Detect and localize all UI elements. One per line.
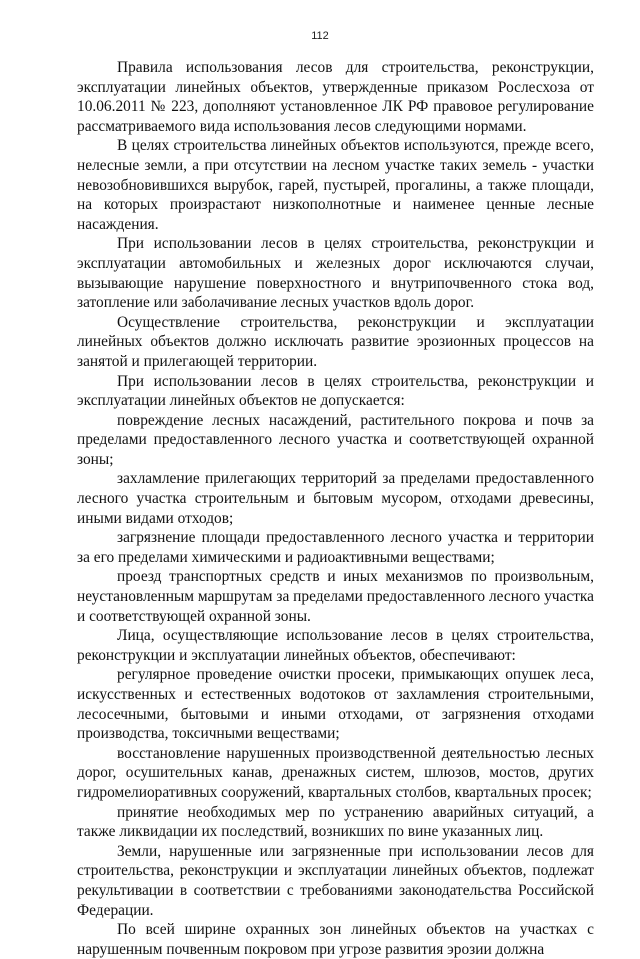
list-item: восстановление нарушенных производственной деятельностью лесных дорог, осушительных канав, дренажных систем, шлюзов, мостов, других гидромелиоративных сооружений, квартальных столбов, квартальных просек; [77,744,594,801]
document-body [77,58,594,959]
paragraph: Осуществление строительства, реконструкции и эксплуатации линейных объектов должно исключать развитие эрозионных процессов на занятой и прилегающей территории. [77,313,594,370]
paragraph: По всей ширине охранных зон линейных объектов на участках с нарушенным почвенным покровом при угрозе развития эрозии должна [77,921,594,958]
paragraph: Правила использования лесов для строительства, реконструкции, эксплуатации линейных объектов, утвержденные приказом Рослесхоза от 10.06.2011 № 223, дополняют установленное ЛК РФ правовое регулирование рассматриваемого вида использования лесов следующими нормами. [77,59,594,135]
list-item: регулярное проведение очистки просеки, примыкающих опушек леса, искусственных и естественных водотоков от захламления строительными, лесосечными, бытовыми и иными отходами, от загрязнения отходами производства, токсичными веществами; [77,666,594,743]
list-item: захламление прилегающих территорий за пределами предоставленного лесного участка строительным и бытовым мусором, отходами древесины, иными видами отходов; [77,470,594,527]
list-item: загрязнение площади предоставленного лесного участка и территории за его пределами химическими и радиоактивными веществами; [77,529,594,566]
paragraph: Лица, осуществляющие использование лесов в целях строительства, реконструкции и эксплуатации линейных объектов, обеспечивают: [77,627,594,664]
paragraph: При использовании лесов в целях строительства, реконструкции и эксплуатации линейных объектов не допускается: [77,372,594,410]
page-number: 112 [311,30,329,42]
list-item: повреждение лесных насаждений, растительного покрова и почв за пределами предоставленного лесного участка и соответствующей охранной зоны; [77,411,594,468]
paragraph: При использовании лесов в целях строительства, реконструкции и эксплуатации автомобильных и железных дорог исключаются случаи, вызывающие нарушение поверхностного и внутрипочвенного стока вод, затопление или заболачивание лесных участков вдоль дорог. [77,235,594,312]
paragraph: Земли, нарушенные или загрязненные при использовании лесов для строительства, реконструкции и эксплуатации линейных объектов, подлежат рекультивации в соответствии с требованиями законодательства Российской Федерации. [77,842,594,919]
list-item: принятие необходимых мер по устранению аварийных ситуаций, а также ликвидации их последствий, возникших по вине указанных лиц. [77,803,594,841]
list-item: проезд транспортных средств и иных механизмов по произвольным, неустановленным маршрутам за пределами предоставленного лесного участка и соответствующей охранной зоны. [77,568,594,625]
paragraph: В целях строительства линейных объектов используются, прежде всего, нелесные земли, а при отсутствии на лесном участке таких земель - участки невозобновившихся вырубок, гарей, пустырей, прогалины, а также площади, на которых произрастают низкополнотные и наименее ценные лесные насаждения. [77,137,594,233]
